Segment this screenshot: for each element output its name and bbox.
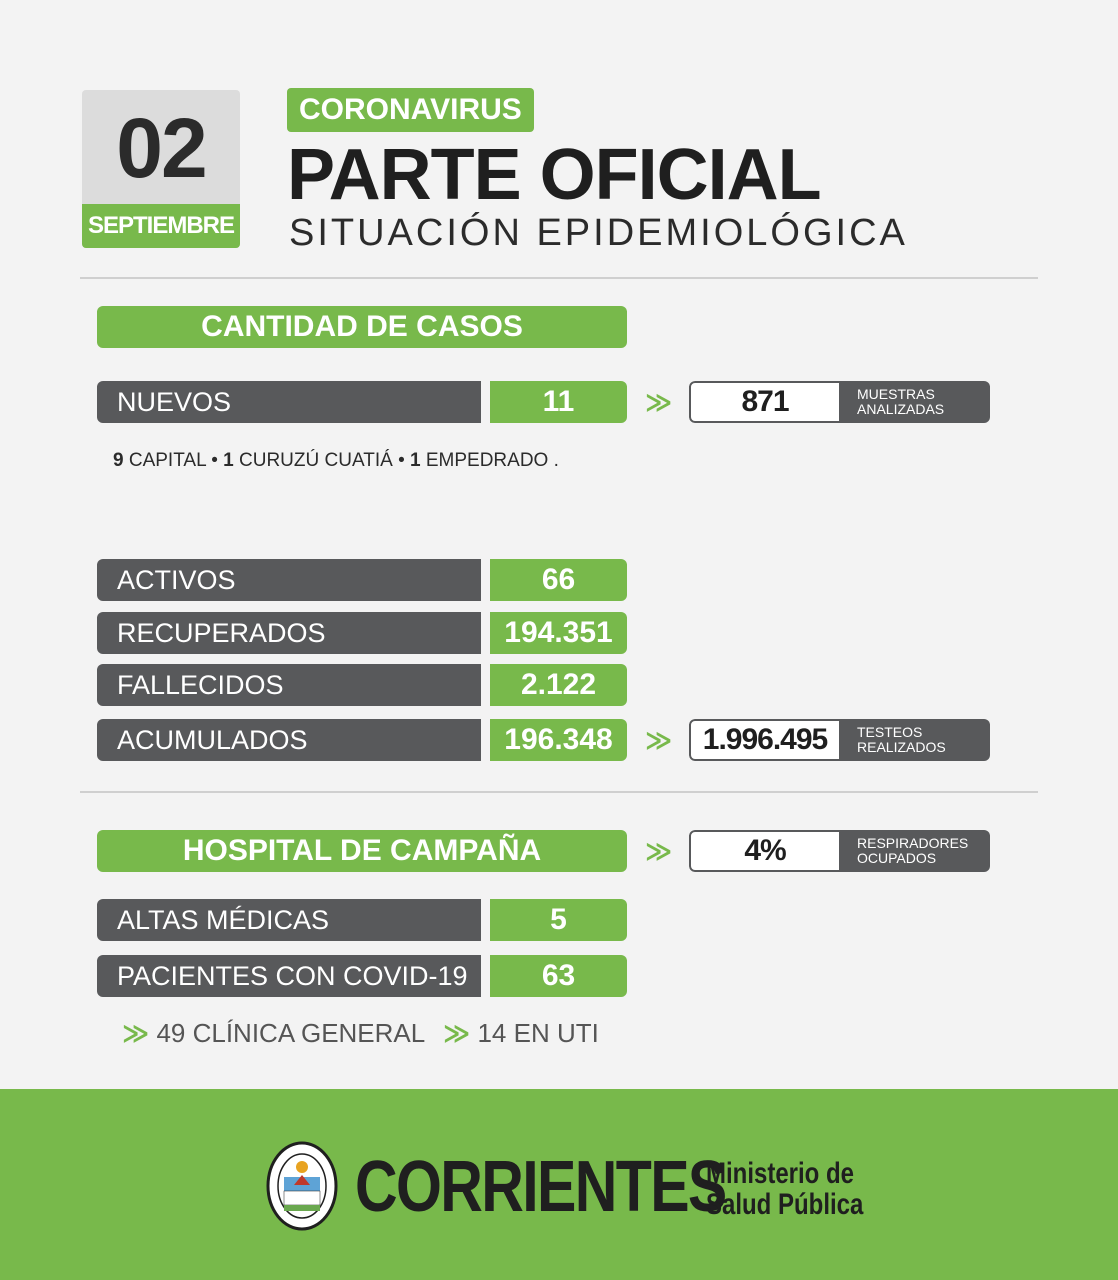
ministry-line2: Salud Pública bbox=[706, 1188, 864, 1221]
fallecidos-label: FALLECIDOS bbox=[97, 664, 481, 706]
pacientes-label: PACIENTES CON COVID-19 bbox=[97, 955, 481, 997]
clinica-general bbox=[122, 1018, 425, 1049]
breakdown-place: EMPEDRADO bbox=[425, 450, 549, 471]
muestras-label-line1: MUESTRAS bbox=[857, 386, 935, 402]
divider bbox=[80, 277, 1038, 279]
fallecidos-value: 2.122 bbox=[490, 664, 627, 706]
breakdown-separator: • bbox=[211, 450, 218, 471]
nuevos-label: NUEVOS bbox=[97, 381, 481, 423]
muestras-label bbox=[841, 381, 990, 423]
respiradores-label-line1: RESPIRADORES bbox=[857, 835, 969, 851]
muestras-value: 871 bbox=[689, 381, 841, 423]
testeos-label bbox=[841, 719, 990, 761]
cases-section-title: CANTIDAD DE CASOS bbox=[97, 306, 627, 348]
breakdown-count: 9 bbox=[113, 450, 124, 471]
page-title: PARTE OFICIAL bbox=[287, 135, 821, 215]
double-chevron-right-icon: ≫ bbox=[645, 725, 673, 755]
double-chevron-right-icon: ≫ bbox=[443, 1018, 471, 1048]
testeos-value: 1.996.495 bbox=[689, 719, 841, 761]
page-subtitle: SITUACIÓN EPIDEMIOLÓGICA bbox=[289, 212, 908, 254]
breakdown-separator: • bbox=[398, 450, 405, 471]
testeos-box bbox=[689, 719, 990, 761]
date-box bbox=[82, 90, 240, 248]
muestras-box bbox=[689, 381, 990, 423]
activos-label: ACTIVOS bbox=[97, 559, 481, 601]
divider bbox=[80, 791, 1038, 793]
acumulados-label: ACUMULADOS bbox=[97, 719, 481, 761]
double-chevron-right-icon: ≫ bbox=[645, 387, 673, 417]
altas-value: 5 bbox=[490, 899, 627, 941]
date-month: SEPTIEMBRE bbox=[82, 204, 240, 248]
coronavirus-tag: CORONAVIRUS bbox=[287, 88, 534, 132]
respiradores-label-line2: OCUPADOS bbox=[857, 850, 937, 866]
breakdown-count: 1 bbox=[223, 450, 234, 471]
breakdown-count: 1 bbox=[410, 450, 421, 471]
respiradores-label bbox=[841, 830, 990, 872]
muestras-label-line2: ANALIZADAS bbox=[857, 401, 945, 417]
breakdown-place: CURUZÚ CUATIÁ bbox=[239, 450, 393, 471]
testeos-label-line1: TESTEOS bbox=[857, 724, 923, 740]
date-day: 02 bbox=[116, 101, 206, 195]
brand-corrientes: CORRIENTES bbox=[355, 1147, 726, 1227]
en-uti bbox=[443, 1018, 599, 1049]
breakdown-place: CAPITAL bbox=[128, 450, 206, 471]
ministry-name bbox=[706, 1158, 863, 1220]
clinica-text: 49 CLÍNICA GENERAL bbox=[156, 1018, 426, 1048]
pacientes-value: 63 bbox=[490, 955, 627, 997]
respiradores-box bbox=[689, 830, 990, 872]
recuperados-value: 194.351 bbox=[490, 612, 627, 654]
hospital-section-title: HOSPITAL DE CAMPAÑA bbox=[97, 830, 627, 872]
double-chevron-right-icon: ≫ bbox=[122, 1018, 150, 1048]
activos-value: 66 bbox=[490, 559, 627, 601]
nuevos-value: 11 bbox=[490, 381, 627, 423]
uti-text: 14 EN UTI bbox=[477, 1018, 599, 1048]
altas-label: ALTAS MÉDICAS bbox=[97, 899, 481, 941]
acumulados-value: 196.348 bbox=[490, 719, 627, 761]
breakdown-end: . bbox=[553, 450, 559, 471]
recuperados-label: RECUPERADOS bbox=[97, 612, 481, 654]
ministry-line1: Ministerio de bbox=[706, 1157, 855, 1190]
testeos-label-line2: REALIZADOS bbox=[857, 739, 946, 755]
respiradores-value: 4% bbox=[689, 830, 841, 872]
provincial-seal-icon bbox=[266, 1141, 338, 1231]
double-chevron-right-icon: ≫ bbox=[645, 836, 673, 866]
new-cases-breakdown bbox=[113, 450, 559, 472]
